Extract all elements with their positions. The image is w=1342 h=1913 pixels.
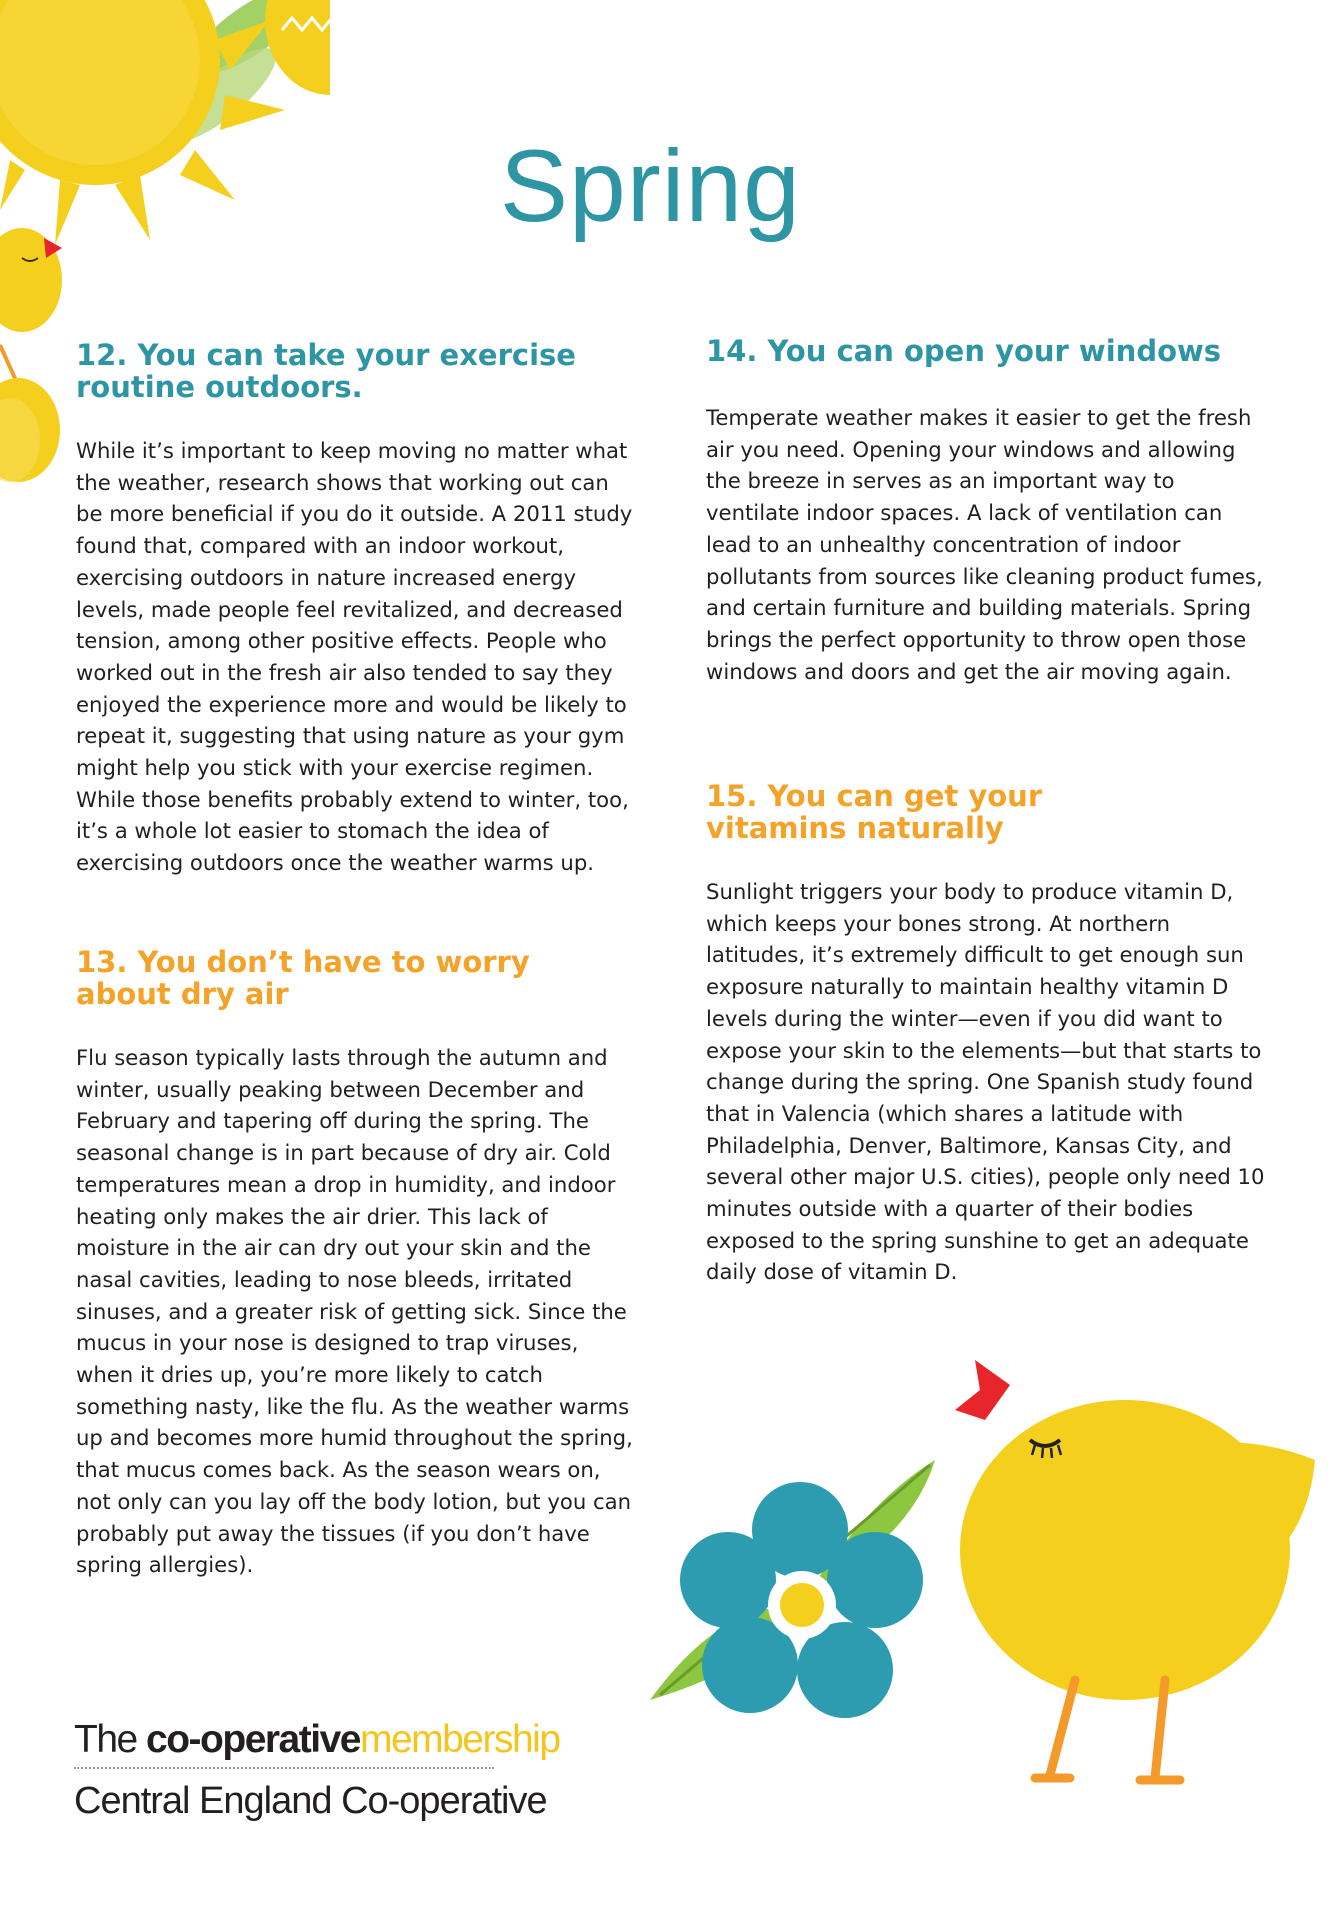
right-column-lower [706,780,1271,1288]
flower-icon [640,1440,960,1740]
left-column [76,339,636,879]
section-heading: 15. You can get your vitamins naturally [706,779,1043,845]
chick-icon [935,1350,1335,1810]
section-body: While it’s important to keep moving no matter what the weather, research shows that working out can be more beneficial if you do it outside. A 2011 study found that, compared with an indoor workout, exercising outdoors in nature increased energy levels, made people feel revitalized, and decreased tension, among other positive effects. People who worked out in the fresh air also tended to say they enjoyed the experience more and would be likely to repeat it, suggesting that using nature as your gym might help you stick with your exercise regimen. While those benefits probably extend to winter, too, it’s a whole lot easier to stomach the idea of exercising outdoors once the weather warms up. [76,438,633,876]
section-body: Flu season typically lasts through the autumn and winter, usually peaking between December and February and tapering off during the spring. The seasonal change is in part because of dry air. Cold temperatures mean a drop in humidity, and indoor heating only makes the air drier. This lack of moisture in the air can dry out your skin and the nasal cavities, leading to nose bleeds, irritated sinuses, and a greater risk of getting sick. Since the mucus in your nose is designed to trap viruses, when it dries up, you’re more likely to catch something nasty, like the flu. As the weather warms up and becomes more humid throughout the spring, that mucus comes back. As the season wears on, not only can you lay off the body lotion, but you can probably put away the tissues (if you don’t have spring allergies). [76,1045,633,1578]
section-heading: 13. You don’t have to worry about dry air [76,945,530,1011]
logo-cooperative: co-operative [146,1718,360,1761]
section-heading: 14. You can open your windows [706,334,1222,368]
right-column [706,335,1271,687]
cooperative-logo [74,1718,560,1762]
org-name: Central England Co-operative [74,1780,547,1822]
logo-the: The [74,1718,137,1761]
section-heading: 12. You can take your exercise routine outdoors. [76,338,576,404]
page-title: Spring [500,129,801,243]
section-body: Sunlight triggers your body to produce vitamin D, which keeps your bones strong. At northern latitudes, it’s extremely difficult to get enough sun exposure naturally to maintain healthy vitamin D levels during the winter—even if you did want to expose your skin to the elements—but that starts to change during the spring. One Spanish study found that in Valencia (which shares a latitude with Philadelphia, Denver, Baltimore, Kansas City, and several other major U.S. cities), people only need 10 minutes outside with a quarter of their bodies exposed to the spring sunshine to get an adequate daily dose of vitamin D. [706,879,1265,1285]
left-column-lower [76,946,636,1581]
section-body: Temperate weather makes it easier to get the fresh air you need. Opening your windows and allowing the breeze in serves as an important way to ventilate indoor spaces. A lack of ventilation can lead to an unhealthy concentration of indoor pollutants from sources like cleaning product fumes, and certain furniture and building materials. Spring brings the perfect opportunity to throw open those windows and doors and get the air moving again. [706,405,1263,684]
logo-membership: membership [359,1718,560,1761]
footer-divider [74,1767,494,1769]
